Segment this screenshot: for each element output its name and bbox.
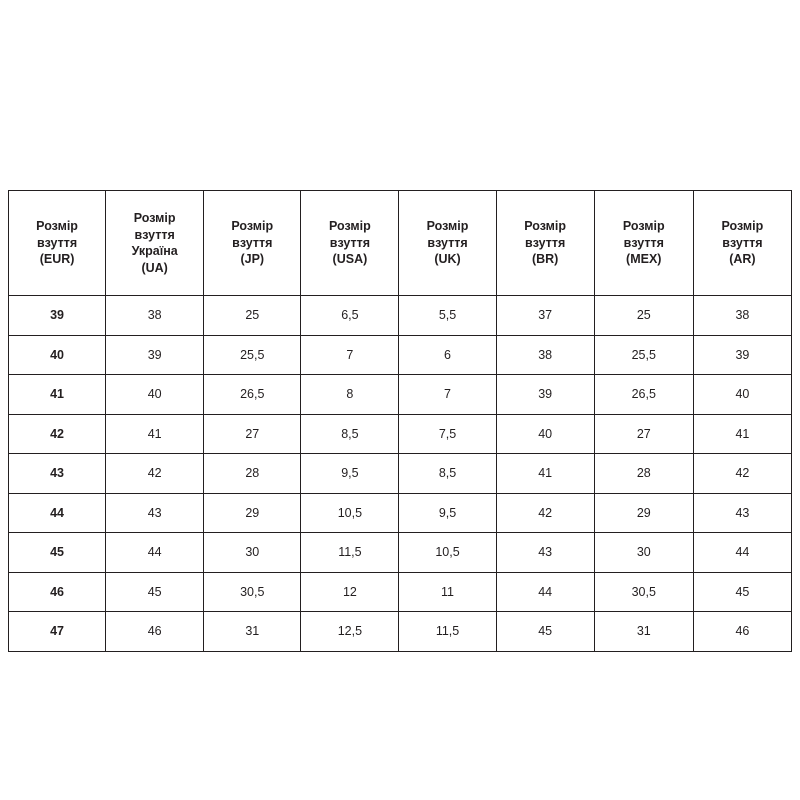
cell-br: 42	[496, 493, 594, 533]
cell-ua: 42	[106, 454, 204, 494]
cell-usa: 7	[301, 335, 399, 375]
header-line: Розмір	[721, 219, 764, 234]
cell-mex: 25	[594, 296, 693, 336]
header-line: (EUR)	[39, 252, 75, 267]
header-line: Розмір	[524, 219, 567, 234]
header-line: (BR)	[531, 252, 559, 267]
header-line: Розмір	[133, 211, 176, 225]
cell-br: 37	[496, 296, 594, 336]
column-header-eur	[9, 191, 106, 296]
column-header-br	[496, 191, 594, 296]
cell-br: 44	[496, 572, 594, 612]
header-line: взуття	[722, 235, 763, 250]
header-line: взуття	[232, 235, 273, 250]
cell-ar: 41	[693, 414, 791, 454]
cell-usa: 11,5	[301, 533, 399, 573]
cell-jp: 30	[204, 533, 301, 573]
cell-eur: 41	[9, 375, 106, 415]
header-line: (UA)	[141, 260, 168, 275]
cell-ua: 41	[106, 414, 204, 454]
cell-br: 41	[496, 454, 594, 494]
size-chart-container	[8, 190, 792, 652]
table-row	[9, 296, 792, 336]
cell-eur: 46	[9, 572, 106, 612]
cell-usa: 10,5	[301, 493, 399, 533]
cell-br: 43	[496, 533, 594, 573]
header-line: взуття	[36, 235, 78, 250]
header-line: взуття	[525, 235, 566, 250]
cell-usa: 6,5	[301, 296, 399, 336]
cell-uk: 11	[399, 572, 496, 612]
header-line: взуття	[427, 235, 468, 250]
header-line: Розмір	[329, 219, 371, 234]
cell-mex: 26,5	[594, 375, 693, 415]
cell-uk: 8,5	[399, 454, 496, 494]
cell-ar: 40	[693, 375, 791, 415]
header-line: взуття	[623, 235, 664, 250]
cell-mex: 30	[594, 533, 693, 573]
cell-br: 45	[496, 612, 594, 652]
header-line: взуття	[134, 227, 175, 242]
cell-ar: 38	[693, 296, 791, 336]
cell-eur: 47	[9, 612, 106, 652]
header-line: Україна	[131, 244, 178, 258]
cell-ua: 44	[106, 533, 204, 573]
cell-ar: 43	[693, 493, 791, 533]
table-body	[9, 296, 792, 652]
cell-ua: 38	[106, 296, 204, 336]
table-row	[9, 572, 792, 612]
header-line: (AR)	[729, 252, 756, 267]
cell-eur: 43	[9, 454, 106, 494]
cell-usa: 12,5	[301, 612, 399, 652]
cell-uk: 5,5	[399, 296, 496, 336]
cell-uk: 7,5	[399, 414, 496, 454]
column-header-mex	[594, 191, 693, 296]
header-line: Розмір	[36, 219, 78, 234]
column-header-usa	[301, 191, 399, 296]
cell-jp: 27	[204, 414, 301, 454]
cell-eur: 40	[9, 335, 106, 375]
column-header-ua	[106, 191, 204, 296]
table-row	[9, 414, 792, 454]
cell-mex: 28	[594, 454, 693, 494]
cell-usa: 8	[301, 375, 399, 415]
table-head	[9, 191, 792, 296]
header-line: взуття	[329, 235, 371, 250]
cell-uk: 11,5	[399, 612, 496, 652]
header-line: (MEX)	[626, 252, 662, 267]
header-line: (UK)	[434, 252, 461, 267]
shoe-size-table	[8, 190, 792, 652]
cell-jp: 25	[204, 296, 301, 336]
cell-ua: 46	[106, 612, 204, 652]
cell-jp: 31	[204, 612, 301, 652]
cell-usa: 9,5	[301, 454, 399, 494]
table-row	[9, 335, 792, 375]
cell-br: 39	[496, 375, 594, 415]
cell-ua: 43	[106, 493, 204, 533]
table-row	[9, 493, 792, 533]
cell-ar: 44	[693, 533, 791, 573]
cell-br: 38	[496, 335, 594, 375]
table-row	[9, 612, 792, 652]
table-row	[9, 454, 792, 494]
cell-mex: 30,5	[594, 572, 693, 612]
table-row	[9, 533, 792, 573]
cell-ua: 39	[106, 335, 204, 375]
cell-jp: 30,5	[204, 572, 301, 612]
cell-ar: 45	[693, 572, 791, 612]
header-line: Розмір	[622, 219, 665, 234]
cell-jp: 28	[204, 454, 301, 494]
cell-jp: 25,5	[204, 335, 301, 375]
column-header-jp	[204, 191, 301, 296]
cell-ar: 42	[693, 454, 791, 494]
cell-br: 40	[496, 414, 594, 454]
column-header-uk	[399, 191, 496, 296]
cell-uk: 9,5	[399, 493, 496, 533]
cell-mex: 25,5	[594, 335, 693, 375]
cell-mex: 29	[594, 493, 693, 533]
table-row	[9, 375, 792, 415]
cell-eur: 39	[9, 296, 106, 336]
cell-uk: 7	[399, 375, 496, 415]
column-header-ar	[693, 191, 791, 296]
cell-mex: 31	[594, 612, 693, 652]
header-row	[9, 191, 792, 296]
header-line: Розмір	[426, 219, 469, 234]
cell-jp: 29	[204, 493, 301, 533]
cell-eur: 44	[9, 493, 106, 533]
cell-eur: 45	[9, 533, 106, 573]
cell-mex: 27	[594, 414, 693, 454]
cell-eur: 42	[9, 414, 106, 454]
cell-jp: 26,5	[204, 375, 301, 415]
cell-usa: 8,5	[301, 414, 399, 454]
cell-uk: 6	[399, 335, 496, 375]
header-line: Розмір	[231, 219, 274, 234]
cell-uk: 10,5	[399, 533, 496, 573]
cell-usa: 12	[301, 572, 399, 612]
header-line: (JP)	[240, 252, 265, 267]
cell-ua: 40	[106, 375, 204, 415]
cell-ar: 39	[693, 335, 791, 375]
cell-ar: 46	[693, 612, 791, 652]
cell-ua: 45	[106, 572, 204, 612]
header-line: (USA)	[332, 252, 368, 267]
